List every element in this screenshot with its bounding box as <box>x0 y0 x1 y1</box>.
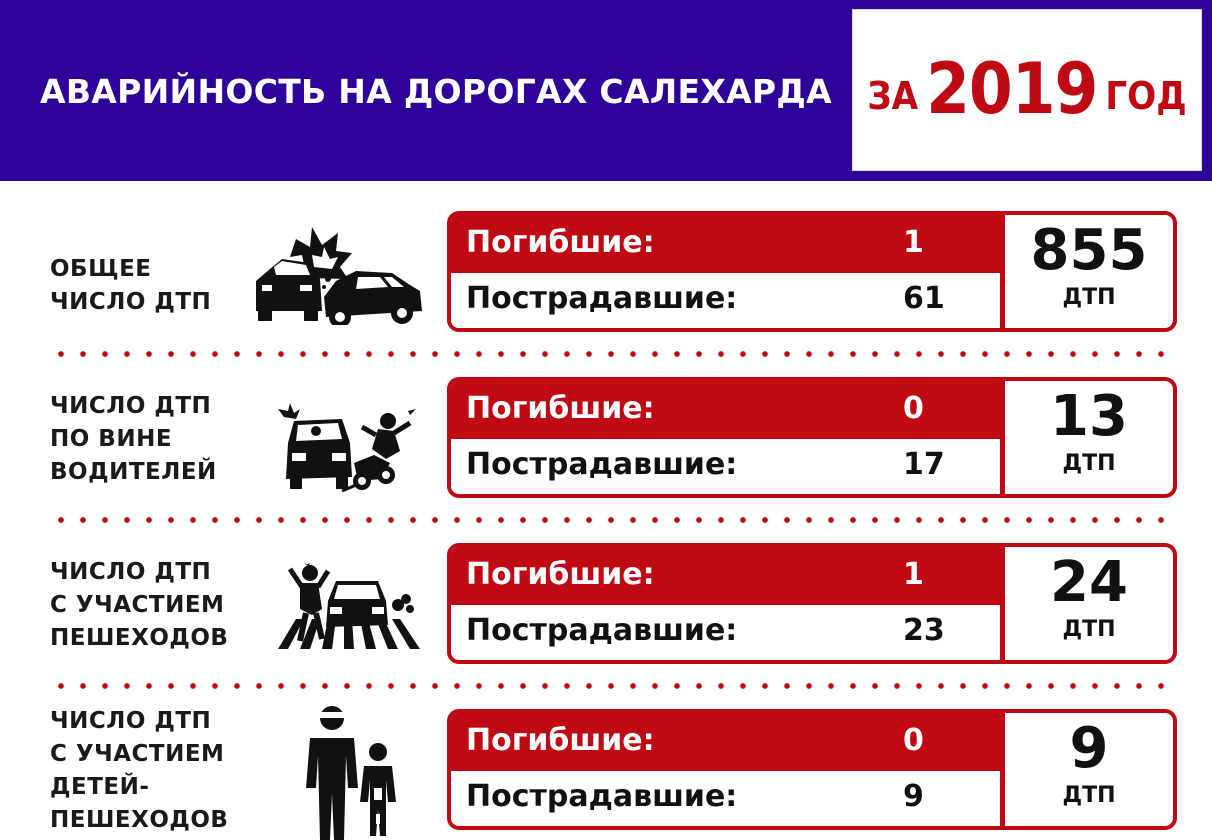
killed-bar <box>451 713 1000 771</box>
injured-bar <box>451 605 1000 660</box>
stat-row-children <box>0 700 1212 833</box>
car-crash-icon <box>252 223 427 325</box>
killed-bar <box>451 381 1000 439</box>
stat-box <box>447 543 1177 664</box>
total-unit: ДТП <box>1062 285 1116 310</box>
killed-label: Погибшие: <box>466 557 655 592</box>
row-label-line: С УЧАСТИЕМ <box>50 741 225 767</box>
killed-bar <box>451 547 1000 605</box>
row-label <box>50 253 211 319</box>
killed-label: Погибшие: <box>466 225 655 260</box>
dotted-divider <box>50 351 1178 357</box>
car-hits-motorcyclist-icon <box>270 401 420 493</box>
row-label-line: ЧИСЛО ДТП <box>50 393 212 419</box>
row-label-line: ВОДИТЕЛЕЙ <box>50 459 217 485</box>
stat-box <box>447 709 1177 830</box>
injured-label: Пострадавшие: <box>466 281 738 316</box>
killed-value: 0 <box>903 391 924 426</box>
row-label <box>50 556 228 655</box>
injured-bar <box>451 439 1000 494</box>
total-box <box>1005 215 1173 328</box>
row-label-line: ЧИСЛО ДТП <box>50 289 212 315</box>
injured-value: 17 <box>903 447 945 482</box>
total-number: 9 <box>1069 716 1109 781</box>
dotted-divider <box>50 683 1178 689</box>
row-label <box>50 390 217 489</box>
year-line <box>853 48 1201 130</box>
injured-adult-child-icon <box>300 704 400 840</box>
killed-value: 1 <box>903 557 924 592</box>
row-label-line: ПЕШЕХОДОВ <box>50 625 229 651</box>
injured-label: Пострадавшие: <box>466 779 738 814</box>
killed-bar <box>451 215 1000 273</box>
stat-box <box>447 377 1177 498</box>
total-number: 13 <box>1050 384 1128 449</box>
row-label-line: ДЕТЕЙ- <box>50 774 150 800</box>
total-box <box>1005 381 1173 494</box>
total-unit: ДТП <box>1062 783 1116 808</box>
page-title: АВАРИЙНОСТЬ НА ДОРОГАХ САЛЕХАРДА <box>40 72 832 111</box>
injured-value: 23 <box>903 613 945 648</box>
row-label-line: ПЕШЕХОДОВ <box>50 807 229 833</box>
killed-value: 1 <box>903 225 924 260</box>
total-box <box>1005 547 1173 660</box>
total-number: 24 <box>1050 550 1128 615</box>
total-box <box>1005 713 1173 826</box>
year-prefix: ЗА <box>867 74 919 118</box>
row-label-line: ПО ВИНЕ <box>50 426 173 452</box>
stat-row-drivers <box>0 371 1212 501</box>
year-box <box>852 9 1202 171</box>
year-suffix: ГОД <box>1105 74 1187 118</box>
injured-label: Пострадавшие: <box>466 447 738 482</box>
total-unit: ДТП <box>1062 617 1116 642</box>
year-number: 2019 <box>926 48 1098 130</box>
stat-row-total <box>0 205 1212 335</box>
injured-value: 61 <box>903 281 945 316</box>
killed-label: Погибшие: <box>466 391 655 426</box>
injured-bar <box>451 771 1000 826</box>
total-number: 855 <box>1030 218 1148 283</box>
injured-bar <box>451 273 1000 328</box>
injured-value: 9 <box>903 779 924 814</box>
row-label-line: С УЧАСТИЕМ <box>50 592 225 618</box>
dotted-divider <box>50 517 1178 523</box>
injured-label: Пострадавшие: <box>466 613 738 648</box>
killed-label: Погибшие: <box>466 723 655 758</box>
stat-box <box>447 211 1177 332</box>
total-unit: ДТП <box>1062 451 1116 476</box>
header-banner <box>0 0 1212 181</box>
stat-row-pedestrians <box>0 537 1212 667</box>
pedestrian-crosswalk-icon <box>270 559 432 651</box>
row-label <box>50 705 228 837</box>
row-label-line: ЧИСЛО ДТП <box>50 559 212 585</box>
row-label-line: ОБЩЕЕ <box>50 256 152 282</box>
killed-value: 0 <box>903 723 924 758</box>
row-label-line: ЧИСЛО ДТП <box>50 708 212 734</box>
